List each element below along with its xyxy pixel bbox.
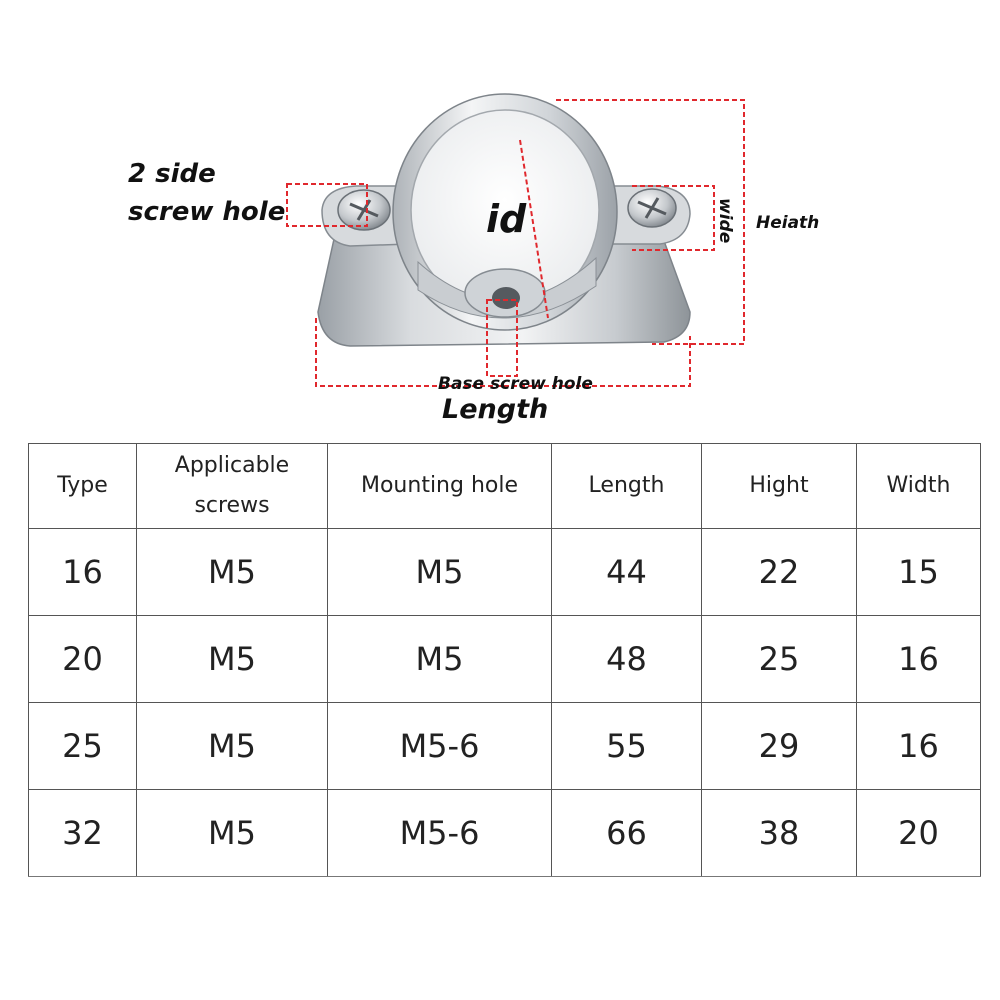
- right-screw-icon: [628, 189, 676, 227]
- header-width: Width: [857, 444, 981, 529]
- base-hole-label: Base screw hole: [438, 374, 593, 394]
- side-hole-label-line2: screw hole: [128, 197, 286, 227]
- table-row: [29, 529, 981, 616]
- header-applicable-screws: [137, 444, 328, 529]
- table-header-row: [29, 444, 981, 529]
- cell-hight: 38: [702, 790, 857, 877]
- header-hight: Hight: [702, 444, 857, 529]
- id-label: id: [486, 197, 527, 241]
- table-row: [29, 703, 981, 790]
- cell-hight: 29: [702, 703, 857, 790]
- cell-length: 48: [552, 616, 702, 703]
- cell-type: 16: [29, 529, 137, 616]
- table-row: [29, 616, 981, 703]
- table-row: [29, 790, 981, 877]
- left-screw-icon: [338, 190, 390, 230]
- length-label: Length: [442, 394, 549, 425]
- cell-hight: 25: [702, 616, 857, 703]
- cell-mounting-hole: M5-6: [328, 703, 552, 790]
- cell-type: 25: [29, 703, 137, 790]
- cell-mounting-hole: M5: [328, 529, 552, 616]
- side-hole-label-line1: 2 side: [128, 159, 216, 189]
- cell-length: 44: [552, 529, 702, 616]
- header-mounting-hole: Mounting hole: [328, 444, 552, 529]
- cell-hight: 22: [702, 529, 857, 616]
- pipe-clamp-diagram: [0, 0, 1000, 440]
- cell-length: 66: [552, 790, 702, 877]
- cell-type: 20: [29, 616, 137, 703]
- spec-table: [28, 443, 981, 877]
- cell-screws: M5: [137, 529, 328, 616]
- cell-width: 16: [857, 616, 981, 703]
- cell-mounting-hole: M5: [328, 616, 552, 703]
- base-screw-hole-inner-icon: [492, 287, 520, 309]
- height-label: Heiath: [756, 213, 820, 233]
- header-applicable-screws-text: Applicable screws: [174, 453, 290, 518]
- header-type: Type: [29, 444, 137, 529]
- header-length: Length: [552, 444, 702, 529]
- cell-screws: M5: [137, 616, 328, 703]
- cell-length: 55: [552, 703, 702, 790]
- cell-width: 16: [857, 703, 981, 790]
- cell-width: 15: [857, 529, 981, 616]
- cell-width: 20: [857, 790, 981, 877]
- cell-screws: M5: [137, 790, 328, 877]
- cell-screws: M5: [137, 703, 328, 790]
- wide-label: wide: [715, 198, 735, 244]
- cell-type: 32: [29, 790, 137, 877]
- cell-mounting-hole: M5-6: [328, 790, 552, 877]
